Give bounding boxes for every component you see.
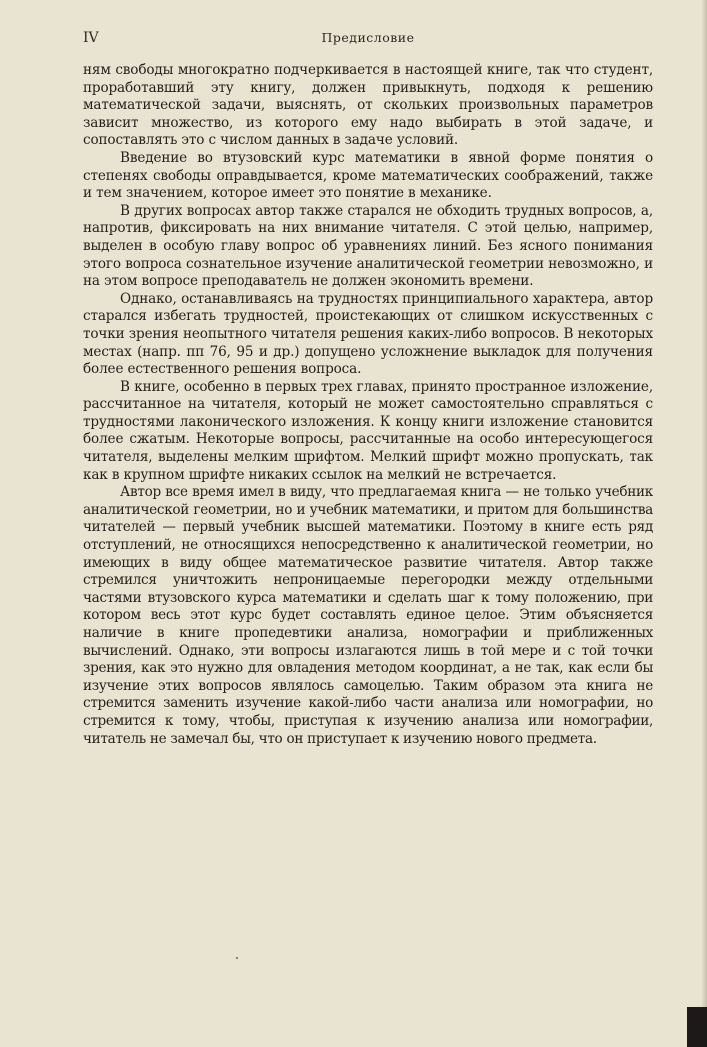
running-head: Предисловие xyxy=(321,30,415,45)
paragraph: Однако, останавливаясь на трудностях принципиального характера, автор старался избегать трудностей, проистекающих от слишком искусственных с точки зрения неопытного читателя решения каких-либо вопросов. В некоторых местах (напр. пп 76, 95 и др.) допущено усложнение выкладок для получения более естественного решения вопроса. xyxy=(83,290,653,378)
scan-speck xyxy=(236,957,238,959)
paragraph: В книге, особенно в первых трех главах, принято пространное изложение, рассчитанное на читателя, который не может самостоятельно справляться с трудностями лаконического изложения. К концу книги изложение становится более сжатым. Некоторые вопросы, рассчитанные на особо интересующегося читателя, выделены мелким шрифтом. Мелкий шрифт можно пропускать, так как в крупном шрифте никаких ссылок на мелкий не встречается. xyxy=(83,378,653,483)
scan-edge-shadow xyxy=(701,0,707,1047)
page-number: IV xyxy=(83,30,99,46)
scan-corner-mark xyxy=(687,1007,707,1047)
paragraph-continuation: ням свободы многократно подчеркивается в настоящей книге, так что студент, проработавший эту книгу, должен привыкнуть, подходя к решению математической задачи, выяснять, от скольких произвольных параметров зависит множество, из которого ему надо выбирать в этой задаче, и сопоставлять это с числом данных в задаче условий. xyxy=(83,62,653,149)
preface-body xyxy=(83,62,653,748)
paragraph: В других вопросах автор также старался не обходить трудных вопросов, а, напротив, фиксировать на них внимание читателя. С этой целью, например, выделен в особую главу вопрос об уравнениях линий. Без ясного понимания этого вопроса сознательное изучение аналитической геометрии невозможно, и на этом вопросе преподаватель не должен экономить времени. xyxy=(83,202,653,290)
paragraph: Автор все время имел в виду, что предлагаемая книга — не только учебник аналитической геометрии, но и учебник математики, и притом для большинства читателей — первый учебник высшей математики. Поэтому в книге есть ряд отступлений, не относящихся непосредственно к аналитической геометрии, но имеющих в виду общее математическое развитие читателя. Автор также стремился уничтожить непроницаемые перегородки между отдельными частями втузовского курса математики и сделать шаг к тому положению, при котором весь этот курс будет составлять единое целое. Этим объясняется наличие в книге пропедевтики анализа, номографии и приближенных вычислений. Однако, эти вопросы излагаются лишь в той мере и с той точки зрения, как это нужно для овладения методом координат, а не так, как если бы изучение этих вопросов являлось самоцелью. Таким образом эта книга не стремится заменить изучение какой-либо части анализа или номографии, но стремится к тому, чтобы, приступая к изучению анализа или номографии, читатель не замечал бы, что он приступает к изучению нового предмета. xyxy=(83,484,653,747)
page-header xyxy=(83,30,653,50)
paragraph: Введение во втузовский курс математики в явной форме понятия о степенях свободы оправдывается, кроме математических соображений, также и тем значением, которое имеет это понятие в механике. xyxy=(83,149,653,202)
